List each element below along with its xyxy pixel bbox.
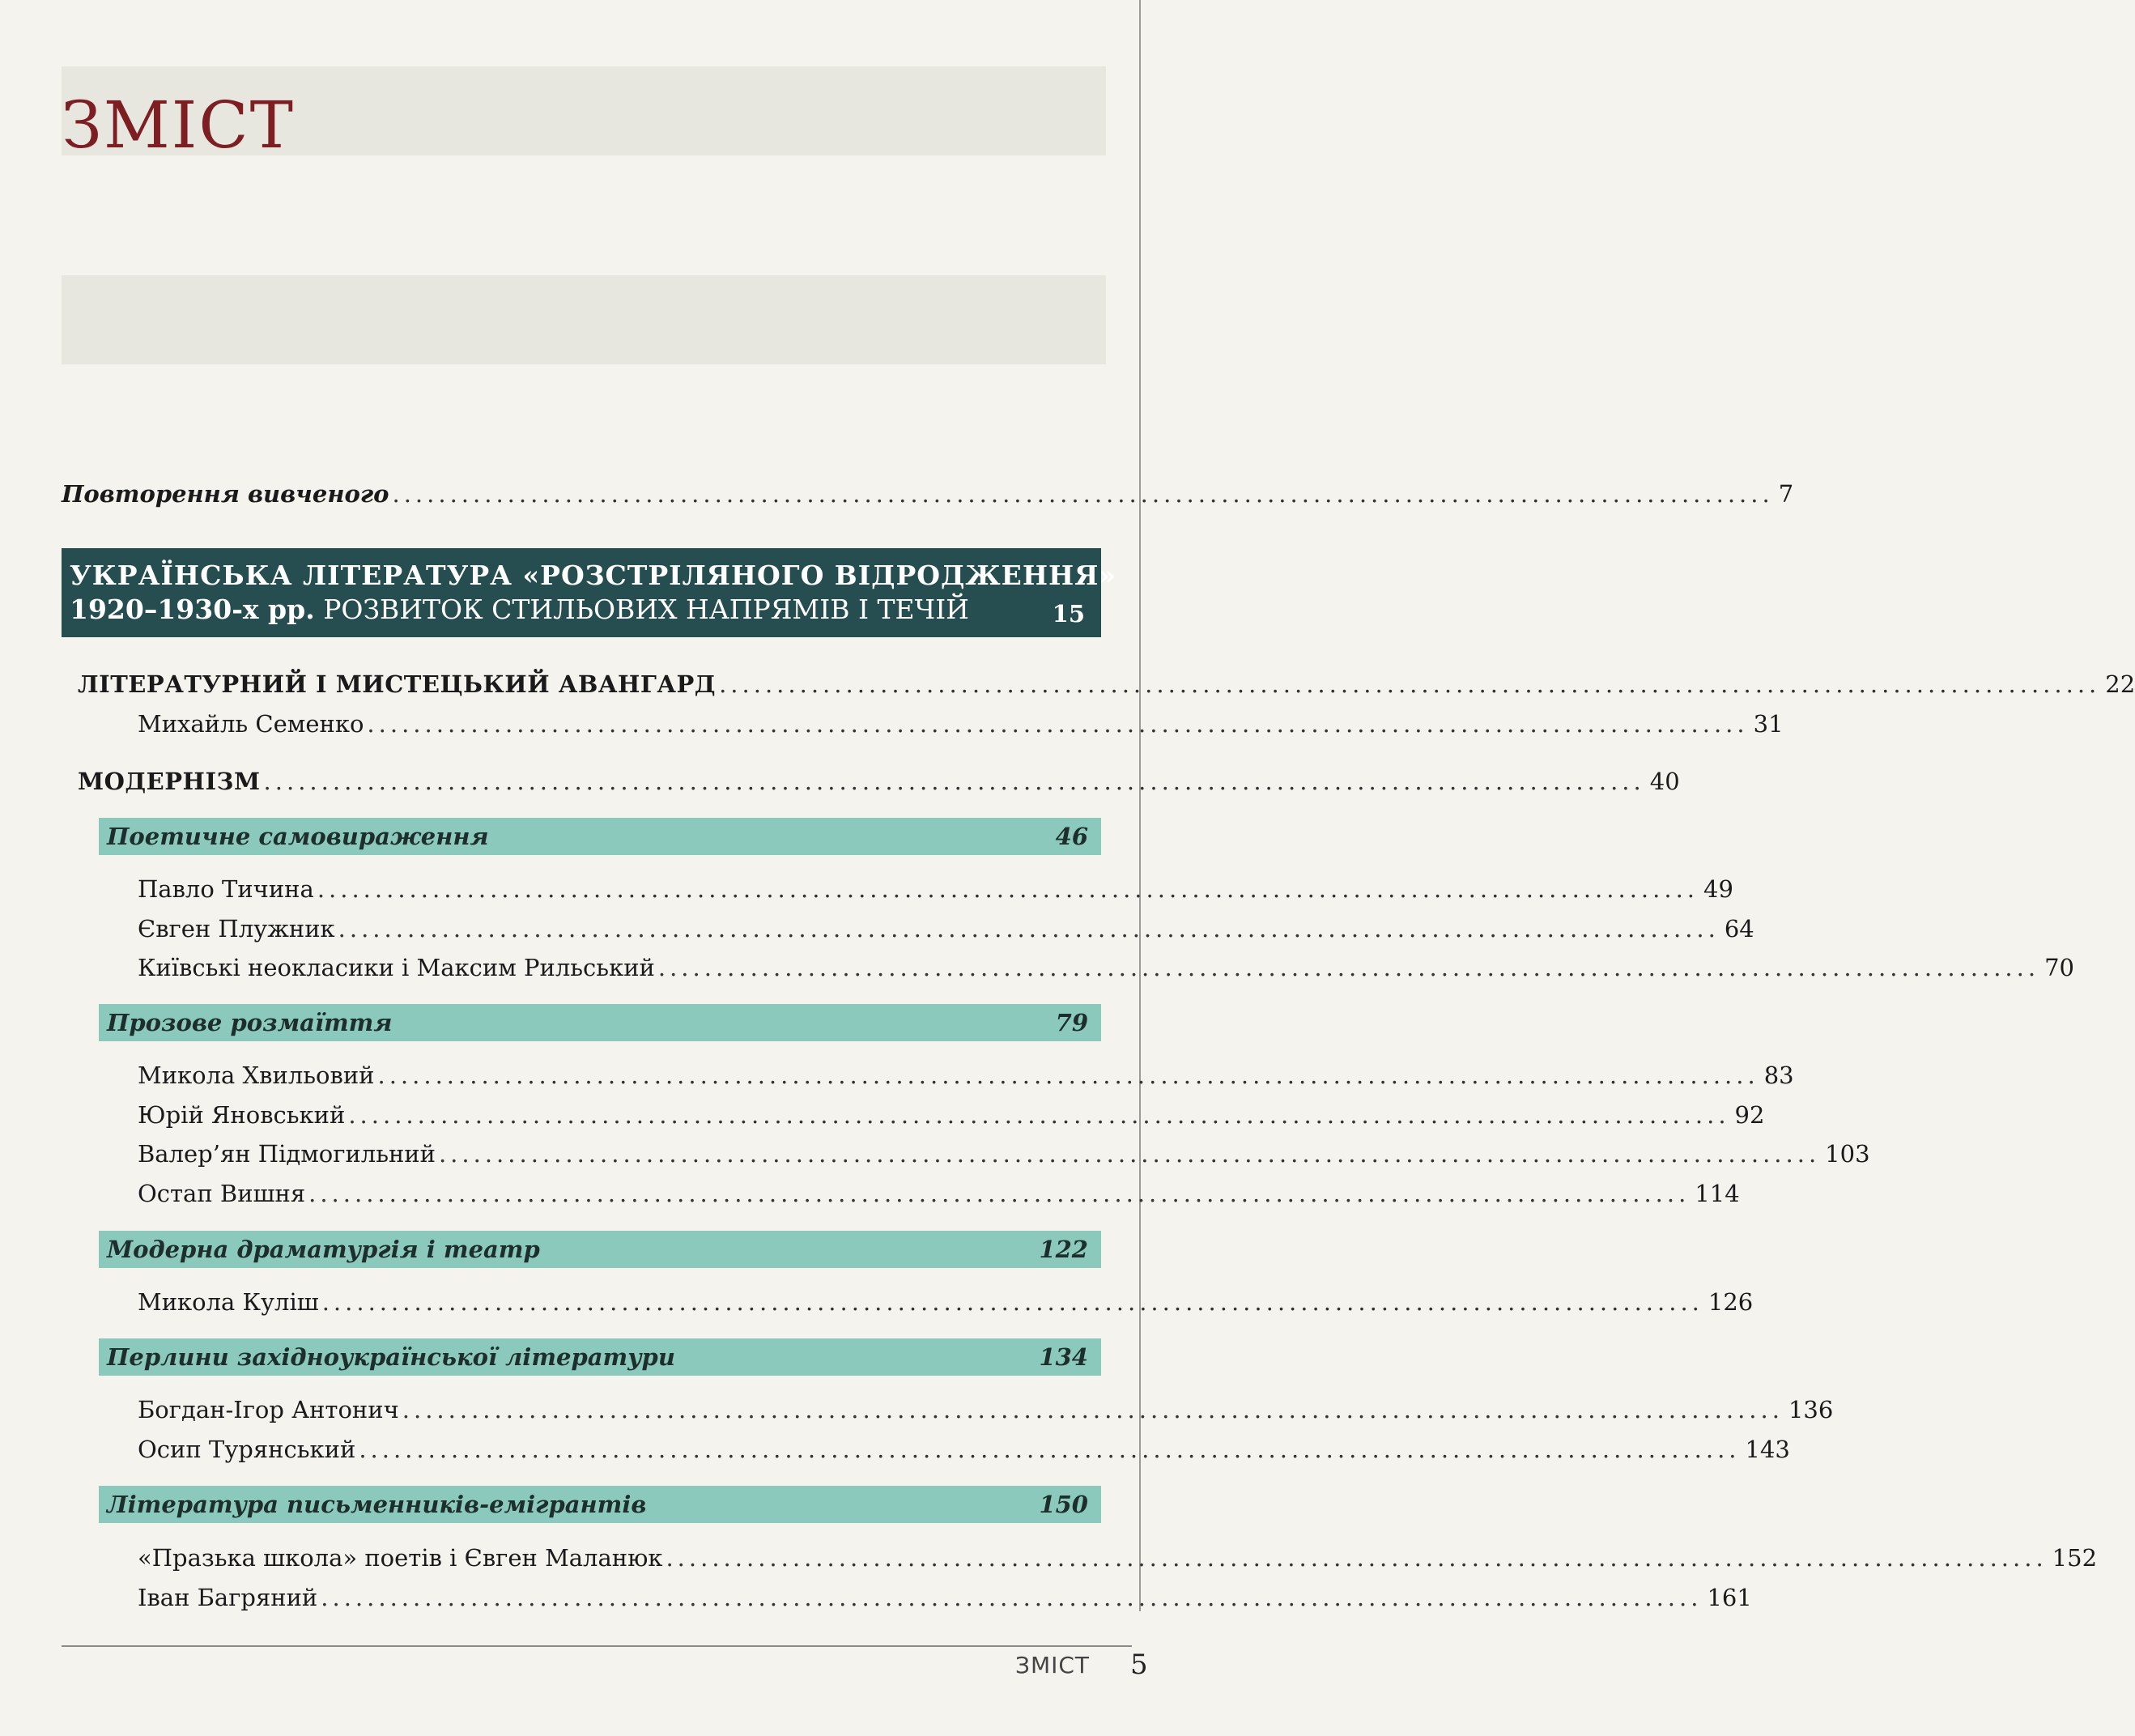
subsection-title: Література письменників-емігрантів bbox=[107, 1491, 647, 1518]
toc-entry-review[interactable] bbox=[62, 478, 1794, 510]
toc-entry-page: 83 bbox=[1763, 1062, 1794, 1089]
section-subtitle: РОЗВИТОК СТИЛЬОВИХ НАПРЯМІВ І ТЕЧІЙ bbox=[314, 594, 969, 625]
toc-entry-page: 31 bbox=[1753, 710, 1784, 738]
toc-entry-label: Микола Хвильовий bbox=[138, 1062, 375, 1089]
subsection-banner[interactable] bbox=[99, 818, 1101, 855]
toc-entry-page: 152 bbox=[2052, 1544, 2098, 1572]
toc-entry-page: 103 bbox=[1825, 1140, 1870, 1168]
leader-dots: ........................................................................................................................ bbox=[719, 670, 2101, 698]
toc-entry-page: 92 bbox=[1734, 1101, 1765, 1129]
leader-dots: ........................................................................................................................ bbox=[657, 954, 2040, 981]
page-title: ЗМІСТ bbox=[62, 87, 295, 163]
toc-entry[interactable] bbox=[138, 1433, 1790, 1466]
toc-entry-label: Осип Турянський bbox=[138, 1436, 356, 1463]
subsection-page: 150 bbox=[1039, 1491, 1088, 1518]
toc-entry-label: Київські неокласики і Максим Рильський bbox=[138, 954, 655, 981]
leader-dots: ........................................................................................................................ bbox=[666, 1544, 2048, 1572]
subsection-banner[interactable] bbox=[99, 1486, 1101, 1523]
section-years: 1920–1930-х рр. bbox=[70, 594, 315, 625]
toc-entry-page: 70 bbox=[2044, 954, 2074, 981]
toc-entry-label: Остап Вишня bbox=[138, 1180, 306, 1207]
subsection-title: Прозове розмаїття bbox=[107, 1009, 393, 1036]
toc-entry[interactable] bbox=[138, 1177, 1740, 1210]
section-banner[interactable] bbox=[62, 548, 1116, 637]
leader-dots: ........................................................................................................................ bbox=[377, 1062, 1759, 1089]
toc-entry[interactable] bbox=[138, 1393, 1834, 1426]
toc-entry[interactable] bbox=[138, 1286, 1754, 1318]
toc-entry-label: Богдан-Ігор Антонич bbox=[138, 1396, 399, 1423]
leader-dots: ........................................................................................................................ bbox=[263, 768, 1645, 795]
toc-entry-label: Євген Плужник bbox=[138, 915, 335, 942]
toc-entry-label: Іван Багряний bbox=[138, 1584, 318, 1611]
footer-label: ЗМІСТ bbox=[1015, 1652, 1091, 1679]
leader-dots: ........................................................................................................................ bbox=[317, 875, 1699, 903]
footer-rule bbox=[62, 1645, 1132, 1647]
leader-dots: ........................................................................................................................ bbox=[367, 710, 1749, 738]
toc-heading-page: 22 bbox=[2105, 670, 2135, 698]
toc-heading-label: МОДЕРНІЗМ bbox=[78, 768, 261, 795]
toc-entry[interactable] bbox=[138, 1099, 1765, 1131]
subsection-banner[interactable] bbox=[99, 1004, 1101, 1041]
toc-entry-page: 126 bbox=[1708, 1288, 1754, 1316]
toc-entry-label: Михайль Семенко bbox=[138, 710, 364, 738]
leader-dots: ........................................................................................................................ bbox=[392, 480, 1774, 508]
subsection-title: Поетичне самовираження bbox=[107, 823, 489, 850]
toc-entry-page: 161 bbox=[1707, 1584, 1752, 1611]
leader-dots: ........................................................................................................................ bbox=[359, 1436, 1741, 1463]
section-title-line2 bbox=[70, 594, 969, 625]
section-page: 15 bbox=[1052, 600, 1085, 628]
toc-entry[interactable] bbox=[138, 913, 1754, 945]
toc-entry-page: 7 bbox=[1778, 480, 1794, 508]
toc-heading-modernism[interactable] bbox=[78, 765, 1680, 798]
toc-heading-page: 40 bbox=[1649, 768, 1680, 795]
leader-dots: ........................................................................................................................ bbox=[321, 1584, 1703, 1611]
subsection-banner[interactable] bbox=[99, 1338, 1101, 1376]
toc-entry-page: 64 bbox=[1724, 915, 1754, 942]
toc-entry-label: Повторення вивченого bbox=[62, 480, 389, 508]
toc-entry[interactable] bbox=[138, 873, 1733, 905]
section-title-line1: УКРАЇНСЬКА ЛІТЕРАТУРА «РОЗСТРІЛЯНОГО ВІДРОДЖЕННЯ» bbox=[70, 560, 1116, 591]
leader-dots: ........................................................................................................................ bbox=[321, 1288, 1703, 1316]
bleed-through-band bbox=[62, 275, 1106, 364]
toc-entry-label: Юрій Яновський bbox=[138, 1101, 346, 1129]
subsection-page: 46 bbox=[1055, 823, 1088, 850]
toc-entry[interactable] bbox=[138, 951, 2074, 984]
toc-entry-page: 114 bbox=[1695, 1180, 1740, 1207]
subsection-banner[interactable] bbox=[99, 1231, 1101, 1268]
subsection-title: Перлини західноукраїнської літератури bbox=[107, 1343, 675, 1371]
toc-entry-label: Микола Куліш bbox=[138, 1288, 319, 1316]
toc-entry-label: Валер’ян Підмогильний bbox=[138, 1140, 436, 1168]
page-edge-line bbox=[1139, 0, 1141, 1611]
leader-dots: ........................................................................................................................ bbox=[348, 1101, 1730, 1129]
toc-entry[interactable] bbox=[138, 708, 1784, 740]
page-number: 5 bbox=[1130, 1649, 1148, 1681]
toc-entry-label: «Празька школа» поетів і Євген Маланюк bbox=[138, 1544, 663, 1572]
toc-heading-avantgarde[interactable] bbox=[78, 668, 2135, 700]
toc-entry[interactable] bbox=[138, 1581, 1752, 1614]
leader-dots: ........................................................................................................................ bbox=[402, 1396, 1784, 1423]
toc-entry-page: 49 bbox=[1703, 875, 1733, 903]
subsection-title: Модерна драматургія і театр bbox=[107, 1236, 540, 1263]
leader-dots: ........................................................................................................................ bbox=[338, 915, 1720, 942]
toc-heading-label: ЛІТЕРАТУРНИЙ І МИСТЕЦЬКИЙ АВАНГАРД bbox=[78, 670, 717, 698]
toc-entry-label: Павло Тичина bbox=[138, 875, 314, 903]
leader-dots: ........................................................................................................................ bbox=[438, 1140, 1821, 1168]
subsection-page: 122 bbox=[1039, 1236, 1088, 1263]
toc-entry-page: 136 bbox=[1788, 1396, 1834, 1423]
leader-dots: ........................................................................................................................ bbox=[308, 1180, 1691, 1207]
toc-entry[interactable] bbox=[138, 1059, 1794, 1091]
subsection-page: 79 bbox=[1055, 1009, 1088, 1036]
toc-entry-page: 143 bbox=[1745, 1436, 1790, 1463]
subsection-page: 134 bbox=[1039, 1343, 1088, 1371]
toc-entry[interactable] bbox=[138, 1138, 1870, 1170]
toc-entry[interactable] bbox=[138, 1542, 2098, 1574]
